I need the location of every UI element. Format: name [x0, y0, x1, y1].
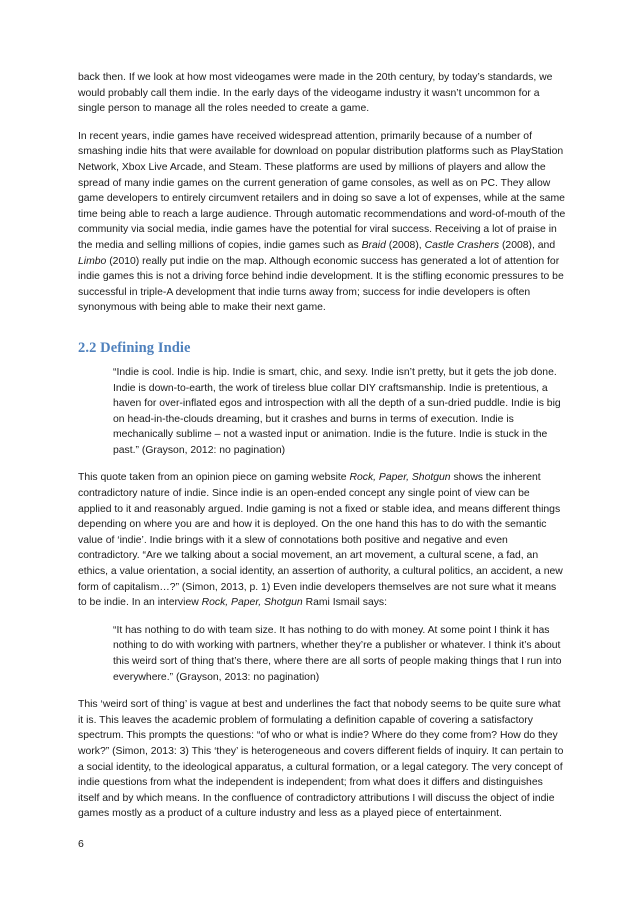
game-title-castle-crashers: Castle Crashers — [424, 239, 500, 251]
text-run: (2008), — [385, 239, 425, 251]
text-run: Rami Ismail says: — [302, 597, 387, 609]
text-run: shows the inherent contradictory nature of indie. Since indie is an open-ended concept any single point of view can be applied to it and reasonably argued. Indie gaming is not a fixed or stable idea, and means different things depending on where you are and how it is deployed. On the one hand this has to do with the semantic value of ‘indie’. Indie brings with it a slew of connotations both positive and negative and even contradictory. “Are we talking about a social movement, an art movement, a cultural scene, a fad, an ethics, a value orientation, a social identity, an assertion of authority, a cultural politics, an accident, a new form of capitalism…?” (Simon, 2013, p. 1) Even indie developers themselves are not sure what it means to be indie. In an interview — [78, 472, 563, 609]
website-title: Rock, Paper, Shotgun — [349, 472, 451, 484]
text-run: This quote taken from an opinion piece on gaming website — [78, 472, 350, 484]
website-title: Rock, Paper, Shotgun — [201, 597, 303, 609]
page-number: 6 — [78, 838, 84, 850]
paragraph-indie-history: back then. If we look at how most videogames were made in the 20th century, by today’s standards, we would probably call them indie. In the early days of the videogame industry it wasn’t uncommon for a single person to manage all the roles needed to create a game. — [78, 72, 553, 115]
text-run: (2008), and — [499, 239, 556, 251]
game-title-braid: Braid — [361, 239, 386, 251]
block-quote-grayson-2013: “It has nothing to do with team size. It has nothing to do with money. At some point I think it has nothing to do with working with partners, whether they’re a publisher or whatever. I think it’s about this weird sort of thing that’s there, where there are all sorts of people making things that I run into everywhere.” (Grayson, 2013: no pagination) — [113, 624, 562, 683]
section-heading: 2.2 Defining Indie — [78, 339, 191, 356]
paragraph-contradictory-nature — [78, 470, 566, 610]
paragraph-indie-distribution — [78, 129, 566, 316]
game-title-limbo: Limbo — [78, 255, 107, 267]
text-run: (2010) really put indie on the map. Although economic success has generated a lot of attention for indie games this is not a driving force behind indie development. It is the stifling economic pressures to be successful in triple-A development that indie turns away from; success for indie developers is often synonymous with being able to make their next game. — [78, 255, 564, 314]
block-quote-grayson-2012: “Indie is cool. Indie is hip. Indie is smart, chic, and sexy. Indie isn’t pretty, but it gets the job done. Indie is down-to-earth, the work of tireless blue collar DIY craftsmanship. Indie is pretentious, a haven for over-inflated egos and introspection with all the depth of a sun-dried puddle. Indie is big on head-in-the-clouds dreaming, but it crashes and burns in terms of execution. Indie is mechanically sublime – not a wasted input or animation. Indie is the future. Indie is stuck in the past.” (Grayson, 2012: no pagination) — [113, 366, 561, 456]
text-run: In recent years, indie games have received widespread attention, primarily because of a number of smashing indie hits that were available for download on popular distribution platforms such as PlayStation Network, Xbox Live Arcade, and Steam. These platforms are used by millions of players and allow the spread of many indie games on the current generation of game consoles, as well as on PC. They allow game developers to entirely circumvent retailers and in doing so save a lot of expenses, while at the same time being able to reach a large audience. Through automatic recommendations and word-of-mouth of the community via social media, indie games have the potential for viral success. Receiving a lot of praise in the media and selling millions of copies, indie games such as — [78, 130, 566, 251]
paragraph-weird-sort-of-thing: This ‘weird sort of thing’ is vague at best and underlines the fact that nobody seems to be quite sure what it is. This leaves the academic problem of formulating a definition capable of covering a satisfactory spectrum. This prompts the questions: “of who or what is indie? Where do they come from? How do they work?” (Simon, 2013: 3) This ‘they’ is heterogeneous and covers different fields of inquiry. It can pertain to a social identity, to the ideological apparatus, a cultural formation, or a legal category. The very concept of indie questions from what the independent is independent; from what does it differs and distinguishes itself and by which means. In the confluence of contradictory attributions I will discuss the object of indie games mostly as a product of a culture industry and less as a played piece of entertainment. — [78, 699, 564, 820]
